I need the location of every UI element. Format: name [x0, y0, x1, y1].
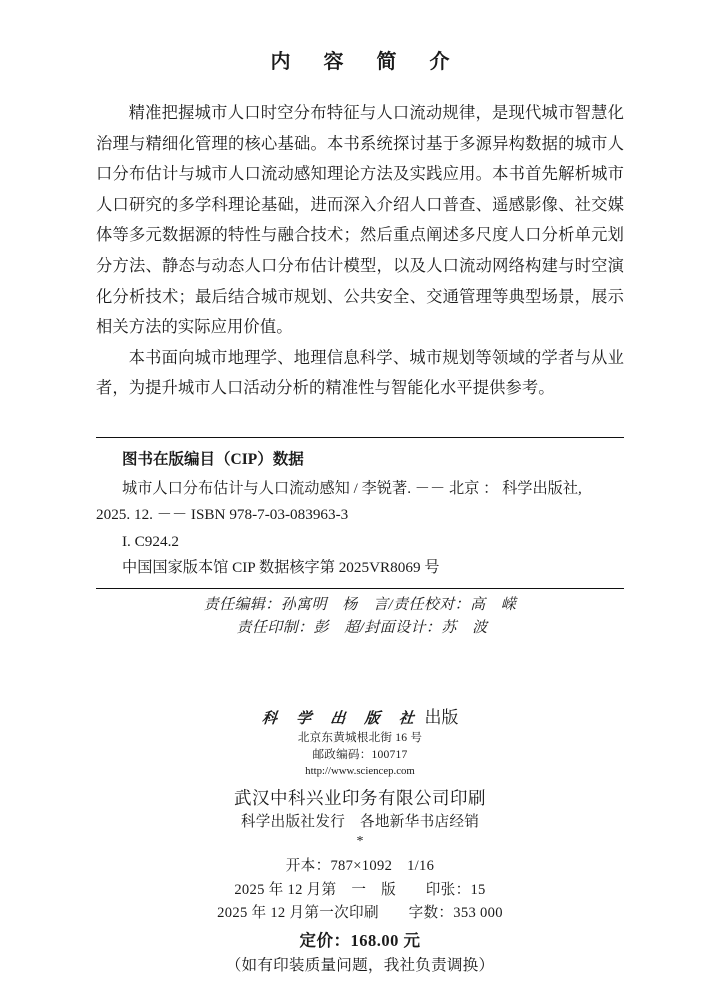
publisher-postcode: 邮政编码：100717	[312, 747, 408, 761]
spec-format: 开本：787×1092 1/16	[285, 858, 435, 874]
colophon-section	[0, 706, 720, 978]
page-title: 内 容 简 介	[270, 51, 464, 73]
price: 定价：168.00 元	[299, 930, 421, 950]
credits-editor-line: 责任编辑：孙寓明 杨 言/责任校对：高 嵘	[203, 596, 517, 613]
spec-edition: 2025 年 12 月第 一 版 印张：15	[234, 881, 486, 898]
cip-line-registration: 中国国家版本馆 CIP 数据核字第 2025VR8069 号	[122, 559, 440, 577]
publisher-logo: 科 学 出 版 社	[260, 709, 422, 727]
distribution-line: 科学出版社发行 各地新华书店经销	[240, 814, 480, 830]
abstract-section	[96, 74, 624, 404]
spec-impression: 2025 年 12 月第一次印刷 字数：353 000	[217, 905, 503, 921]
separator-asterisk: *	[356, 834, 364, 849]
publisher-url: http://www.sciencep.com	[305, 765, 415, 777]
publisher-suffix: 出版	[424, 708, 459, 727]
quality-note: （如有印装质量问题，我社负责调换）	[225, 956, 495, 974]
cip-line-isbn: 2025. 12. －－ ISBN 978-7-03-083963-3	[96, 506, 349, 524]
printer-name: 武汉中科兴业印务有限公司印刷	[234, 788, 486, 808]
cip-section	[96, 438, 624, 582]
publisher-address: 北京东黄城根北街 16 号	[297, 731, 423, 744]
abstract-paragraph-2: 本书面向城市地理学、地理信息科学、城市规划等领域的学者与从业者，为提升城市人口活动分析的精准性与智能化水平提供参考。	[96, 347, 624, 398]
cip-line-title-author: 城市人口分布估计与人口流动感知 / 李锐著. －－ 北京 ： 科学出版社,	[122, 479, 582, 497]
cip-line-classification: I. C924.2	[122, 532, 179, 550]
credits-production-line: 责任印制：彭 超/封面设计：苏 波	[236, 619, 488, 636]
cip-heading: 图书在版编目（CIP）数据	[122, 450, 304, 468]
publisher-line	[0, 706, 720, 730]
staff-credits	[96, 589, 624, 640]
abstract-paragraph-1: 精准把握城市人口时空分布特征与人口流动规律，是现代城市智慧化治理与精细化管理的核心基础。本书系统探讨基于多源异构数据的城市人口分布估计与城市人口流动感知理论方法及实践应用。本书首先解析城市人口研究的多学科理论基础，进而深入介绍人口普查、遥感影像、社交媒体等多元数据源的特性与融合技术；然后重点阐述多尺度人口分析单元划分方法、静态与动态人口分布估计模型，以及人口流动网络构建与时空演化分析技术；最后结合城市规划、公共安全、交通管理等典型场景，展示相关方法的实际应用价值。	[96, 103, 624, 337]
